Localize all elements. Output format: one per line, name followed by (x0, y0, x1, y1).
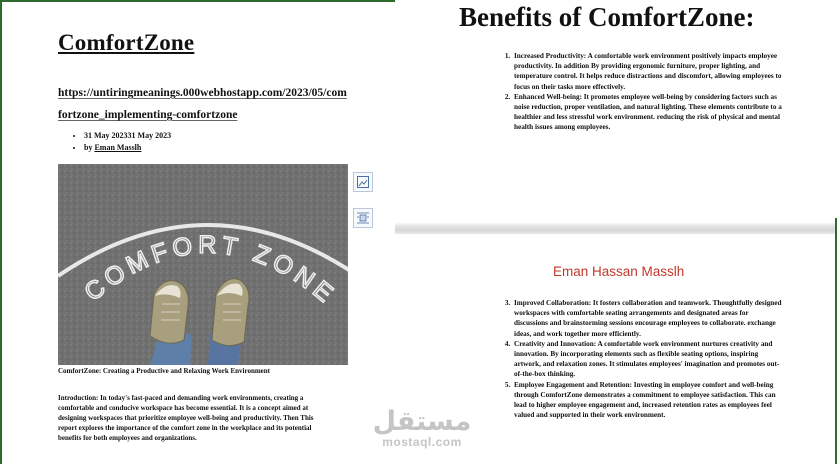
photo-illustration (58, 164, 348, 365)
author-name-heading: Eman Hassan Masslh (553, 264, 685, 279)
byline-label: by (84, 143, 95, 152)
page-separator (395, 222, 837, 234)
image-toolbar (353, 172, 373, 244)
benefits-heading: Benefits of ComfortZone: (459, 2, 755, 32)
comfort-zone-photo[interactable] (58, 164, 348, 365)
image-wrap-icon[interactable] (353, 208, 373, 228)
photo-painted-text: COMFORT ZONE (79, 230, 342, 311)
post-date: • 31 May 202331 May 2023 (84, 130, 171, 142)
post-meta-list (58, 130, 171, 154)
benefits-list-bottom (494, 298, 782, 420)
document-title: ComfortZone (58, 30, 195, 55)
benefit-item: 3. Improved Collaboration: It fosters collaboration and teamwork. Thoughtfully designed workspaces with comfortable seating arrangements and designated areas for discussions and brainstorming sessions encourage employees to collaborate. exchange ideas, and work together more efficiently. (512, 298, 782, 339)
benefit-item: 1. Increased Productivity: A comfortable work environment positively impacts employee productivity. In addition By providing ergonomic furniture, proper lighting, and temperature control. It helps reduce distractions and discomfort, allowing employees to focus on their tasks more effectively. (512, 51, 787, 92)
post-byline (84, 142, 171, 154)
left-page (0, 0, 395, 464)
watermark-arabic-text: مستقل (372, 406, 472, 437)
benefits-page (395, 0, 837, 222)
benefit-item: 4. Creativity and Innovation: A comfortable work environment nurtures creativity and innovation. By incorporating elements such as flexible seating options, inspiring artwork, and relaxation zones. It stimulates employees' imagination and promotes out-of-the-box thinking. (512, 339, 782, 380)
mostaql-watermark (362, 406, 482, 464)
benefit-item: 5. Employee Engagement and Retention: Investing in employee comfort and well-being through ComfortZone demonstrates a commitment to employee satisfaction. This can lead to higher employee engagement and, increased retention rates as employees feel valued and supported in their work environment. (512, 380, 782, 421)
image-caption: ComfortZone: Creating a Productive and Relaxing Work Environment (58, 367, 271, 375)
source-url-link[interactable]: https://untiringmeanings.000webhostapp.com/2023/05/comfortzone_implementing-comfortzone (58, 87, 347, 121)
watermark-latin-text: mostaql.com (382, 435, 462, 449)
introduction-paragraph: Introduction: In today's fast-paced and demanding work environments, creating a comfortable and conducive workspace has become essential. It is a concept aimed at designing workspaces that prioritize employee well-being and productivity. Then This report explores the importance of the comfort zone in the workplace and its potential benefits for both employees and organizations. (58, 394, 314, 442)
benefits-list-top (494, 51, 787, 133)
author-link[interactable]: Eman Masslh (94, 143, 142, 152)
benefit-item: 2. Enhanced Well-being: It promotes employee well-being by considering factors such as noise reduction, proper ventilation, and natural lighting. These elements contribute to a healthier and less stressful work environment. reducing the risk of physical and mental health issues among employees. (512, 92, 787, 133)
image-layout-icon[interactable] (353, 172, 373, 192)
